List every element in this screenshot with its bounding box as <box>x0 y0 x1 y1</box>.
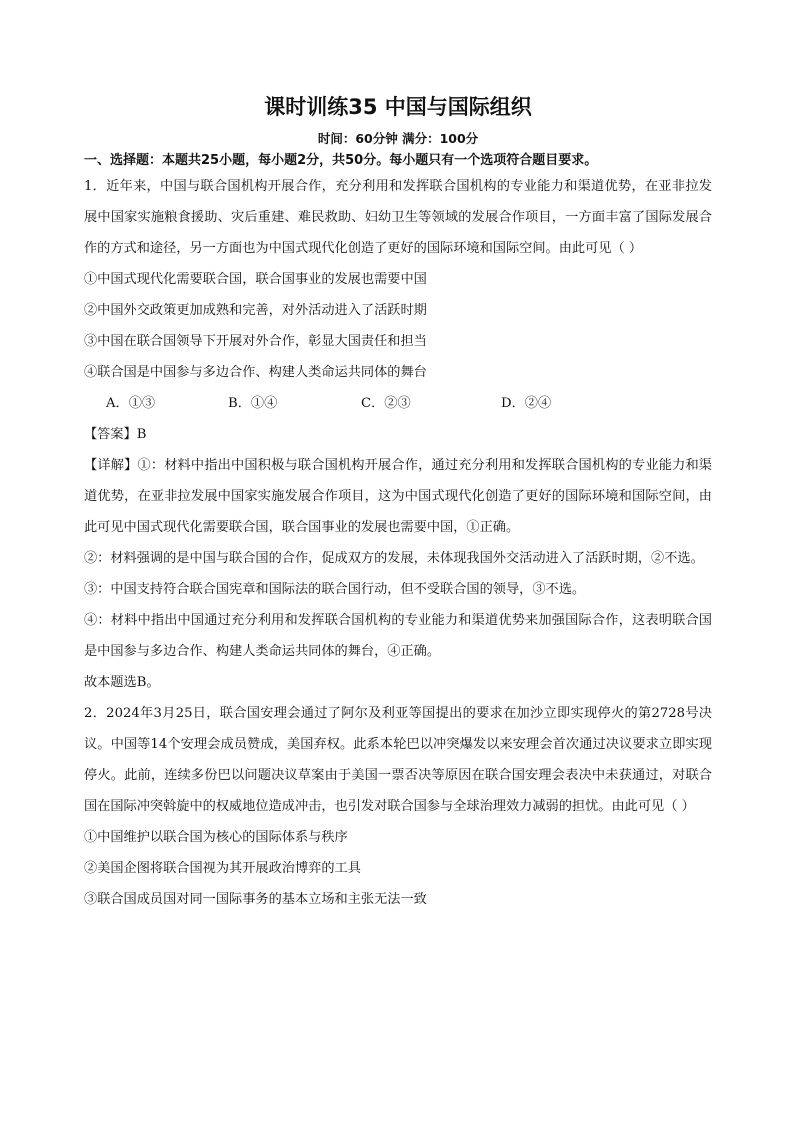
q1-item-4: ④联合国是中国参与多边合作、构建人类命运共同体的舞台 <box>84 365 427 380</box>
q1-detail-4: ④：材料中指出中国通过充分利用和发挥联合国机构的专业能力和渠道优势来加强国际合作，这表明联合国是中国参与多边合作、构建人类命运共同体的舞台，④正确。 <box>84 613 712 659</box>
q1-option-a: A．①③ <box>106 396 156 411</box>
q1-option-d: D．②④ <box>501 396 552 411</box>
q1-detail-3: ③：中国支持符合联合国宪章和国际法的联合国行动，但不受联合国的领导，③不选。 <box>84 582 586 597</box>
q1-item-2: ②中国外交政策更加成熟和完善，对外活动进入了活跃时期 <box>84 303 427 318</box>
q2-stem: 2．2024年3月25日，联合国安理会通过了阿尔及利亚等国提出的要求在加沙立即实现停火的第2728号决议。中国等14个安理会成员赞成，美国弃权。此系本轮巴以冲突爆发以来安理会首次通过决议要求立即实现停火。此前，连续多份巴以问题决议草案由于美国一票否决等原因在联合国安理会表决中未获通过，对联合国在国际冲突斡旋中的权威地位造成冲击，也引发对联合国参与全球治理效力减弱的担忧。由此可见（ ） <box>84 706 712 814</box>
q2-item-2: ②美国企图将联合国视为其开展政治博弈的工具 <box>84 861 361 876</box>
q1-stem: 1．近年来，中国与联合国机构开展合作，充分利用和发挥联合国机构的专业能力和渠道优势，在亚非拉发展中国家实施粮食援助、灾后重建、难民救助、妇幼卫生等领域的发展合作项目，一方面丰富了国际发展合作的方式和途径，另一方面也为中国式现代化创造了更好的国际环境和国际空间。由此可见（ ） <box>84 179 712 256</box>
q1-item-3: ③中国在联合国领导下开展对外合作，彰显大国责任和担当 <box>84 334 427 349</box>
q1-option-b: B．①④ <box>228 396 278 411</box>
q1-item-1: ①中国式现代化需要联合国，联合国事业的发展也需要中国 <box>84 272 427 287</box>
q2-item-3: ③联合国成员国对同一国际事务的基本立场和主张无法一致 <box>84 892 427 907</box>
q1-detail-1: 【详解】①：材料中指出中国积极与联合国机构开展合作，通过充分利用和发挥联合国机构的专业能力和渠道优势，在亚非拉发展中国家实施发展合作项目，这为中国式现代化创造了更好的国际环境和国际空间，由此可见中国式现代化需要联合国，联合国事业的发展也需要中国，①正确。 <box>84 458 712 535</box>
section-heading: 一、选择题：本题共25小题，每小题2分，共50分。每小题只有一个选项符合题目要求。 <box>84 153 598 168</box>
q1-detail-2: ②：材料强调的是中国与联合国的合作，促成双方的发展，未体现我国外交活动进入了活跃时期，②不选。 <box>84 551 704 566</box>
page-title: 课时训练35 中国与国际组织 <box>264 95 532 119</box>
q2-item-1: ①中国维护以联合国为核心的国际体系与秩序 <box>84 830 348 845</box>
q1-conclusion: 故本题选B。 <box>84 675 160 690</box>
q1-option-c: C．②③ <box>361 396 411 411</box>
q1-answer: 【答案】B <box>84 427 147 442</box>
q1-options <box>84 388 712 419</box>
exam-meta: 时间：60分钟 满分：100分 <box>317 131 479 146</box>
